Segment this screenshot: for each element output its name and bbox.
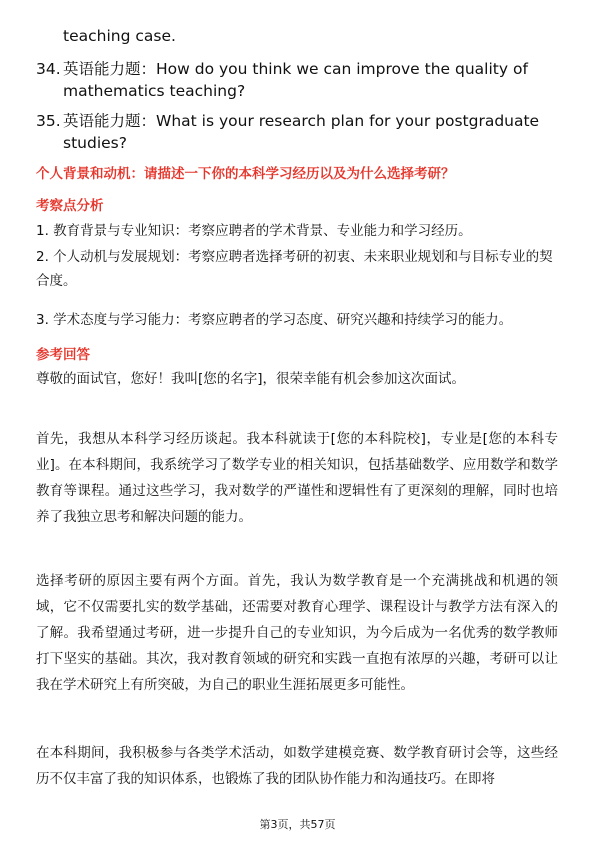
answer-paragraph: 尊敬的面试官，您好！我叫[您的名字]，很荣幸能有机会参加这次面试。	[36, 371, 466, 387]
answer-paragraph: 选择考研的原因主要有两个方面。首先，我认为数学教育是一个充满挑战和机遇的领域，它不仅需要扎实的数学基础，还需要对教育心理学、课程设计与教学方法有深入的了解。我希望通过考研，进一步提升自己的专业知识，为今后成为一名优秀的数学教师打下坚实的基础。其次，我对教育领域的研究和实践一直抱有浓厚的兴趣，考研可以让我在学术研究上有所突破，为自己的职业生涯拓展更多可能性。	[36, 573, 558, 693]
main-question-heading: 个人背景和动机：请描述一下你的本科学习经历以及为什么选择考研？	[36, 166, 455, 182]
answer-heading: 参考回答	[36, 347, 90, 363]
answer-paragraph: 在本科期间，我积极参与各类学术活动，如数学建模竞赛、数学教育研讨会等，这些经历不仅丰富了我的知识体系，也锻炼了我的团队协作能力和沟通技巧。在即将	[36, 745, 558, 787]
analysis-item: 2. 个人动机与发展规划：考察应聘者选择考研的初衷、未来职业规划和与目标专业的契合度。	[36, 249, 553, 289]
answer-paragraph: 首先，我想从本科学习经历谈起。我本科就读于[您的本科院校]，专业是[您的本科专业]。在本科期间，我系统学习了数学专业的相关知识，包括基础数学、应用数学和数学教育等课程。通过这些学习，我对数学的严谨性和逻辑性有了更深刻的理解，同时也培养了我独立思考和解决问题的能力。	[36, 431, 558, 525]
page-footer: 第3页，共57页	[259, 818, 336, 831]
question-text: 英语能力题：What is your research plan for your postgraduate studies?	[63, 112, 540, 152]
question-continuation: teaching case.	[63, 27, 176, 45]
analysis-heading: 考察点分析	[36, 198, 104, 214]
question-text: 英语能力题：How do you think we can improve the quality of mathematics teaching?	[63, 60, 528, 100]
analysis-item: 3. 学术态度与学习能力：考察应聘者的学习态度、研究兴趣和持续学习的能力。	[36, 312, 513, 328]
analysis-item: 1. 教育背景与专业知识：考察应聘者的学术背景、专业能力和学习经历。	[36, 223, 472, 239]
question-number: 35.	[36, 112, 61, 130]
question-number: 34.	[36, 60, 61, 78]
